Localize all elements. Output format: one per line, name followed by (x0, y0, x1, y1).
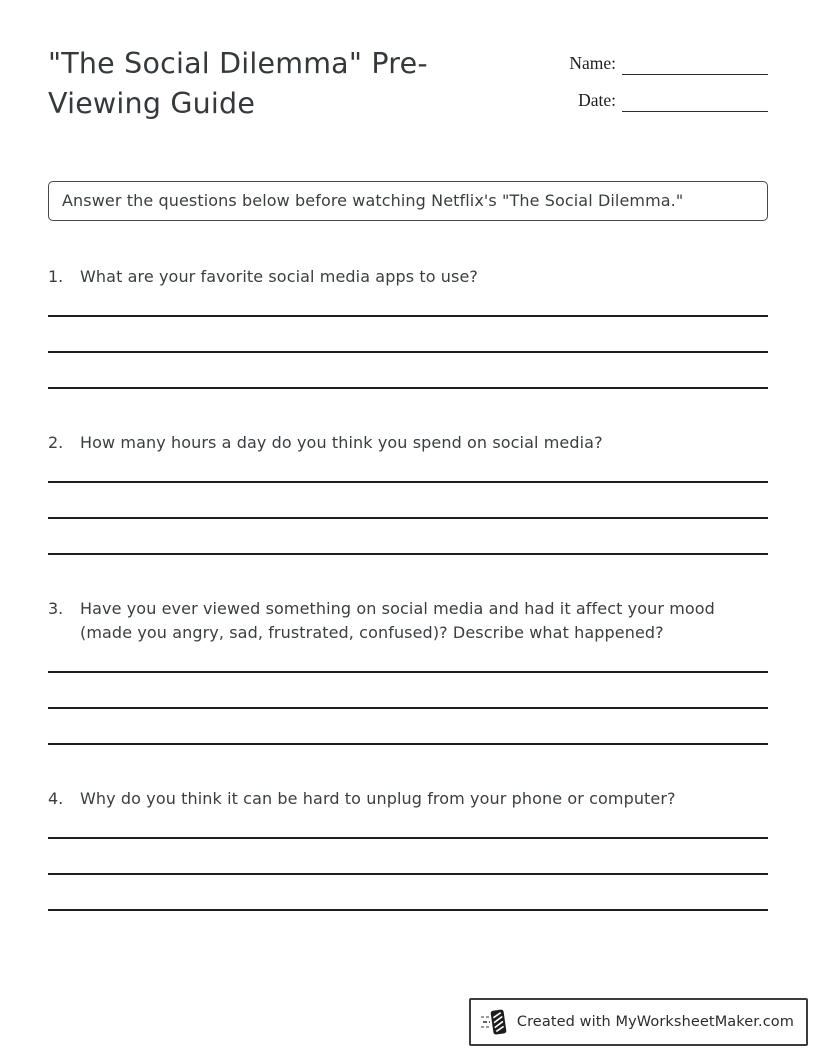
question-4-number: 4. (48, 789, 64, 808)
answer-line[interactable] (48, 645, 768, 673)
question-3-answer-lines (48, 645, 768, 745)
question-3-text: Have you ever viewed something on social media and had it affect your mood (made you angry, sad, frustrated, confused)? Describe what happened? (80, 599, 715, 642)
instruction-box (48, 181, 768, 221)
question-3-row (48, 597, 768, 645)
instruction-text: Answer the questions below before watching Netflix's "The Social Dilemma." (62, 191, 684, 210)
date-field-row (566, 89, 768, 112)
question-4-answer-lines (48, 811, 768, 911)
date-label: Date: (578, 90, 616, 110)
date-input-line[interactable] (622, 90, 768, 112)
question-2-row (48, 431, 768, 455)
question-1-number: 1. (48, 267, 64, 286)
answer-line[interactable] (48, 839, 768, 875)
question-2-answer-lines (48, 455, 768, 555)
answer-line[interactable] (48, 673, 768, 709)
question-1-text: What are your favorite social media apps to use? (80, 267, 478, 286)
name-date-fields (566, 44, 768, 126)
question-4-text: Why do you think it can be hard to unplug from your phone or computer? (80, 789, 676, 808)
question-2 (48, 431, 768, 555)
question-1 (48, 265, 768, 389)
question-3-number: 3. (48, 599, 64, 618)
answer-line[interactable] (48, 875, 768, 911)
answer-line[interactable] (48, 519, 768, 555)
answer-line[interactable] (48, 455, 768, 483)
footer-credit-text: Created with MyWorksheetMaker.com (516, 1014, 794, 1030)
question-4-row (48, 787, 768, 811)
question-4 (48, 787, 768, 911)
question-2-text: How many hours a day do you think you spend on social media? (80, 433, 603, 452)
answer-line[interactable] (48, 709, 768, 745)
answer-line[interactable] (48, 317, 768, 353)
header (48, 44, 768, 126)
question-2-number: 2. (48, 433, 64, 452)
name-field-row (566, 52, 768, 75)
footer-credit-badge[interactable] (469, 998, 808, 1046)
question-1-answer-lines (48, 289, 768, 389)
answer-line[interactable] (48, 483, 768, 519)
question-3 (48, 597, 768, 745)
worksheet-maker-logo-icon (481, 1007, 509, 1037)
page-title: "The Social Dilemma" Pre-Viewing Guide (48, 47, 428, 120)
name-label: Name: (569, 53, 616, 73)
name-input-line[interactable] (622, 53, 768, 75)
answer-line[interactable] (48, 353, 768, 389)
question-1-row (48, 265, 768, 289)
answer-line[interactable] (48, 811, 768, 839)
answer-line[interactable] (48, 289, 768, 317)
